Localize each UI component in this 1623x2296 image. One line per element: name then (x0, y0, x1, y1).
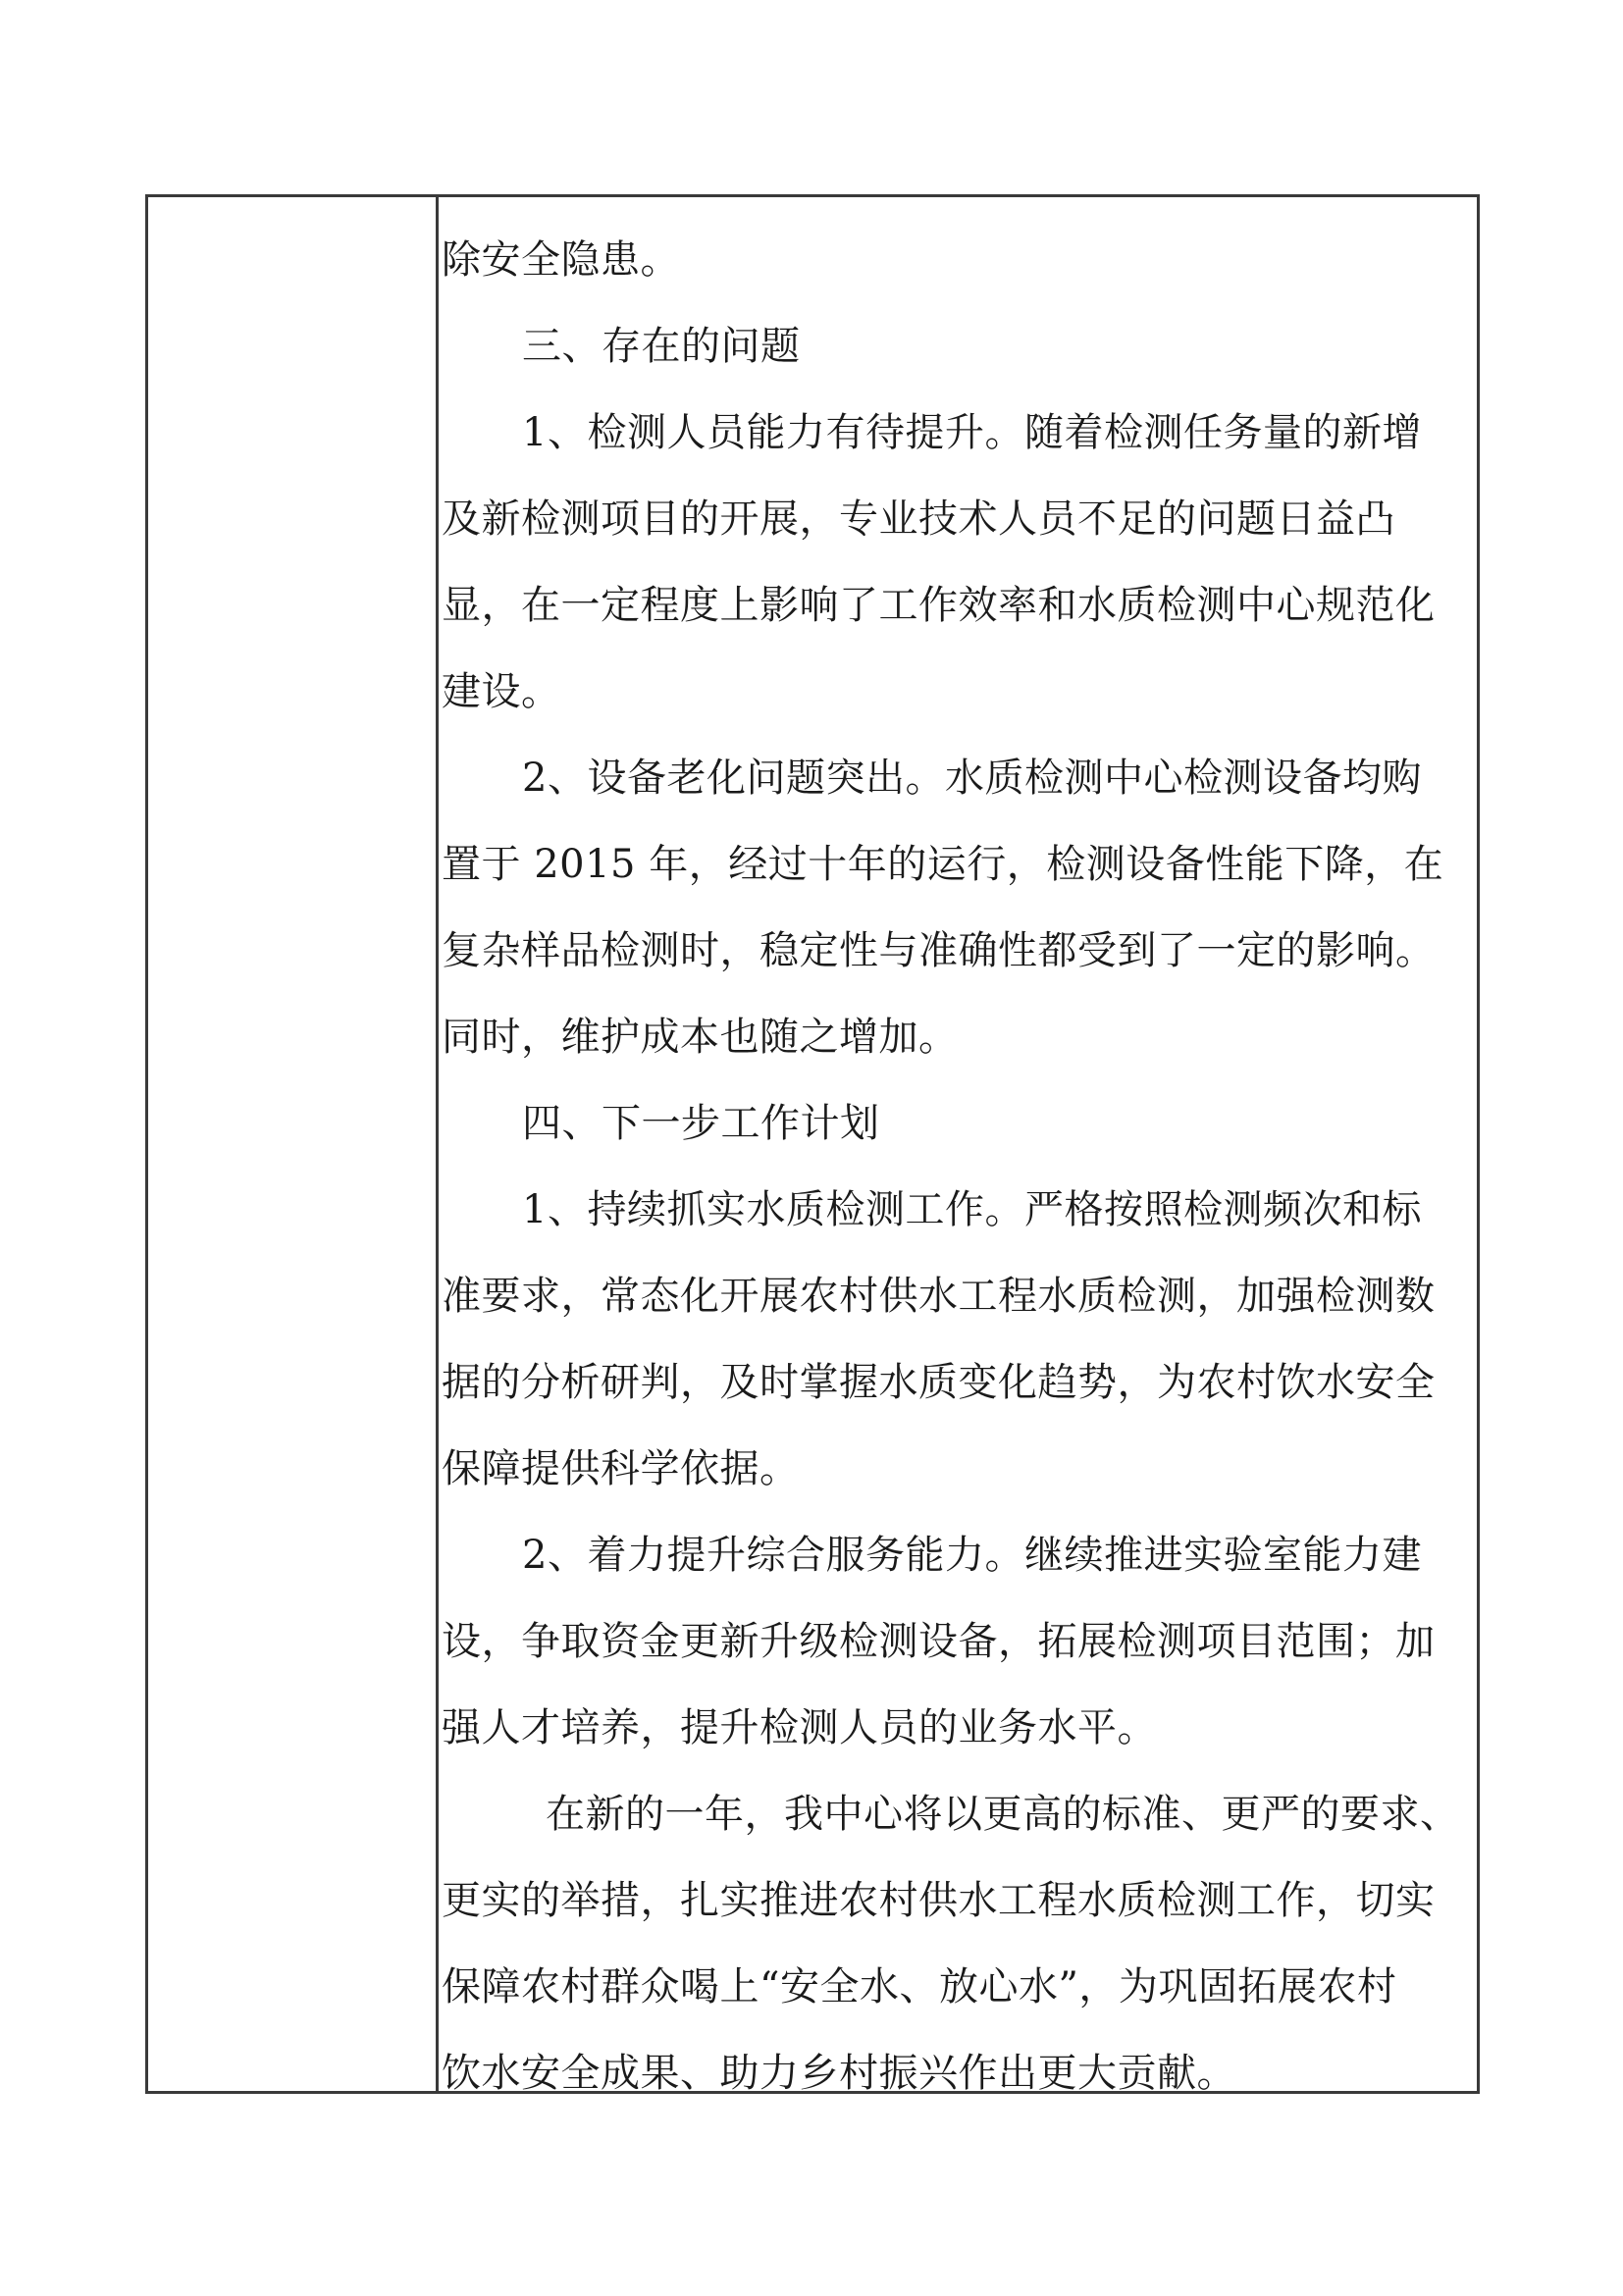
text-line: 饮水安全成果、助力乡村振兴作出更大贡献。 (442, 2051, 1236, 2096)
text-line: 在新的一年，我中心将以更高的标准、更严的要求、 (546, 1792, 1460, 1837)
text-line: 显，在一定程度上影响了工作效率和水质检测中心规范化 (442, 583, 1436, 628)
text-line: 保障农村群众喝上“安全水、放心水”，为巩固拓展农村 (442, 1964, 1397, 2009)
text-line: 置于 2015 年，经过十年的运行，检测设备性能下降，在 (442, 842, 1444, 887)
text-line: 2、设备老化问题突出。水质检测中心检测设备均购 (522, 756, 1422, 801)
text-line: 强人才培养，提升检测人员的业务水平。 (442, 1705, 1157, 1750)
text-line: 2、着力提升综合服务能力。继续推进实验室能力建 (522, 1533, 1422, 1578)
table-left-cell (148, 197, 439, 2091)
text-line: 设，争取资金更新升级检测设备，拓展检测项目范围；加 (442, 1619, 1436, 1664)
text-line: 据的分析研判，及时掌握水质变化趋势，为农村饮水安全 (442, 1360, 1436, 1405)
text-line: 除安全隐患。 (442, 237, 680, 283)
section-heading: 三、存在的问题 (522, 324, 801, 369)
text-line: 更实的举措，扎实推进农村供水工程水质检测工作，切实 (442, 1878, 1436, 1923)
text-line: 复杂样品检测时，稳定性与准确性都受到了一定的影响。 (442, 928, 1436, 973)
text-line: 同时，维护成本也随之增加。 (442, 1015, 959, 1060)
report-table (145, 194, 1480, 2094)
text-line: 1、持续抓实水质检测工作。严格按照检测频次和标 (522, 1187, 1422, 1232)
section-heading: 四、下一步工作计划 (522, 1101, 880, 1146)
text-line: 1、检测人员能力有待提升。随着检测任务量的新增 (522, 410, 1422, 455)
text-line: 保障提供科学依据。 (442, 1446, 800, 1491)
text-line: 建设。 (442, 669, 561, 714)
text-line: 及新检测项目的开展，专业技术人员不足的问题日益凸 (442, 496, 1395, 542)
table-content-cell (442, 197, 1477, 2096)
text-line: 准要求，常态化开展农村供水工程水质检测，加强检测数 (442, 1274, 1436, 1319)
